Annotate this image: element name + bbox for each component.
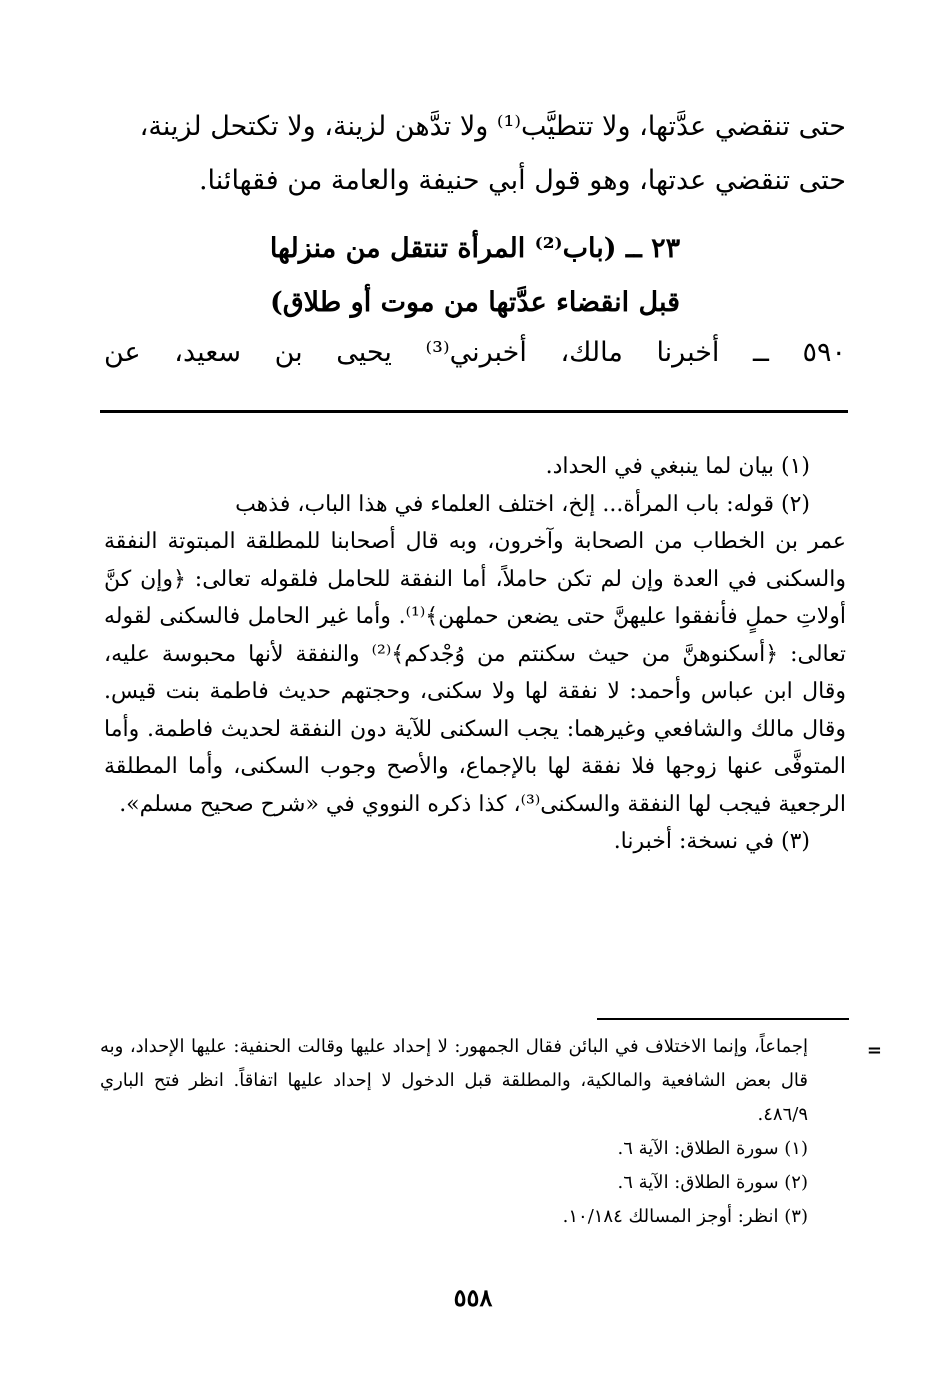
footnote-2-head: (٢) قوله: باب المرأة... إلخ، اختلف العلماء في هذا الباب، فذهب [235, 491, 810, 517]
chapter-heading-line: ٢٣ ــ (باب⁽²⁾ المرأة تنتقل من منزلها [269, 233, 681, 264]
footnote-1: (١) بيان لما ينبغي في الحداد. [545, 454, 810, 479]
footnotes-block [104, 448, 846, 861]
main-text-line: حتى تنقضي عدتها، وهو قول أبي حنيفة والعامة من فقهائنا. [198, 165, 846, 196]
footnote-divider [100, 410, 848, 413]
sub-note-continuation: إجماعاً، وإنما الاختلاف في البائن فقال الجمهور: لا إحداد عليها وقالت الحنفية: عليها الإحداد، وبه قال بعض الشافعية والمالكية، والمطلقة قبل الدخول لا إحداد عليها اتفاقاً. انظر فتح الباري ٤٨٦/٩. [100, 1036, 808, 1125]
main-text-line: حتى تنقضي عدَّتها، ولا تتطيَّب⁽¹⁾ ولا تدَّهن لزينة، ولا تكتحل لزينة، [139, 111, 846, 142]
sub-note-2: (٢) سورة الطلاق: الآية ٦. [617, 1172, 808, 1193]
chapter-heading [104, 222, 846, 330]
chapter-heading-line: قبل انقضاء عدَّتها من موت أو طلاق) [269, 287, 681, 318]
sub-note-3: (٣) انظر: أوجز المسالك ١٠/١٨٤. [562, 1206, 808, 1227]
page-number: ٥٥٨ [453, 1283, 493, 1312]
hadith-text: ٥٩٠ ــ أخبرنا مالك، أخبرني⁽³⁾ يحيى بن سعيد، عن [104, 337, 846, 368]
sub-footnote-divider [597, 1018, 849, 1020]
sub-notes-block [100, 1030, 860, 1234]
main-text-block [104, 100, 846, 208]
continuation-mark: = [866, 1040, 882, 1061]
footnote-3: (٣) في نسخة: أخبرنا. [613, 829, 810, 854]
sub-note-1: (١) سورة الطلاق: الآية ٦. [617, 1138, 808, 1159]
footnote-2-body: عمر بن الخطاب من الصحابة وآخرون، وبه قال أصحابنا للمطلقة المبتوتة النفقة والسكنى في العدة وإن لم تكن حاملاً، أما النفقة للحامل فلقوله تعالى: ﴿وإن كنَّ أولاتِ حملٍ فأنفقوا عليهنَّ حتى يضعن حملهن﴾⁽¹⁾. وأما غير الحامل فالسكنى لقوله تعالى: ﴿أسكنوهنَّ من حيث سكنتم من وُجْدكم﴾⁽²⁾ والنفقة لأنها محبوسة عليه، وقال ابن عباس وأحمد: لا نفقة لها ولا سكنى، وحجتهم حديث فاطمة بنت قيس. وقال مالك والشافعي وغيرهما: يجب السكنى للآية دون النفقة لحديث فاطمة. وأما المتوفَّى عنها زوجها فلا نفقة لها بالإجماع، والأصح وجوب السكنى، وأما المطلقة الرجعية فيجب لها النفقة والسكنى⁽³⁾، كذا ذكره النووي في «شرح صحيح مسلم». [104, 529, 846, 817]
